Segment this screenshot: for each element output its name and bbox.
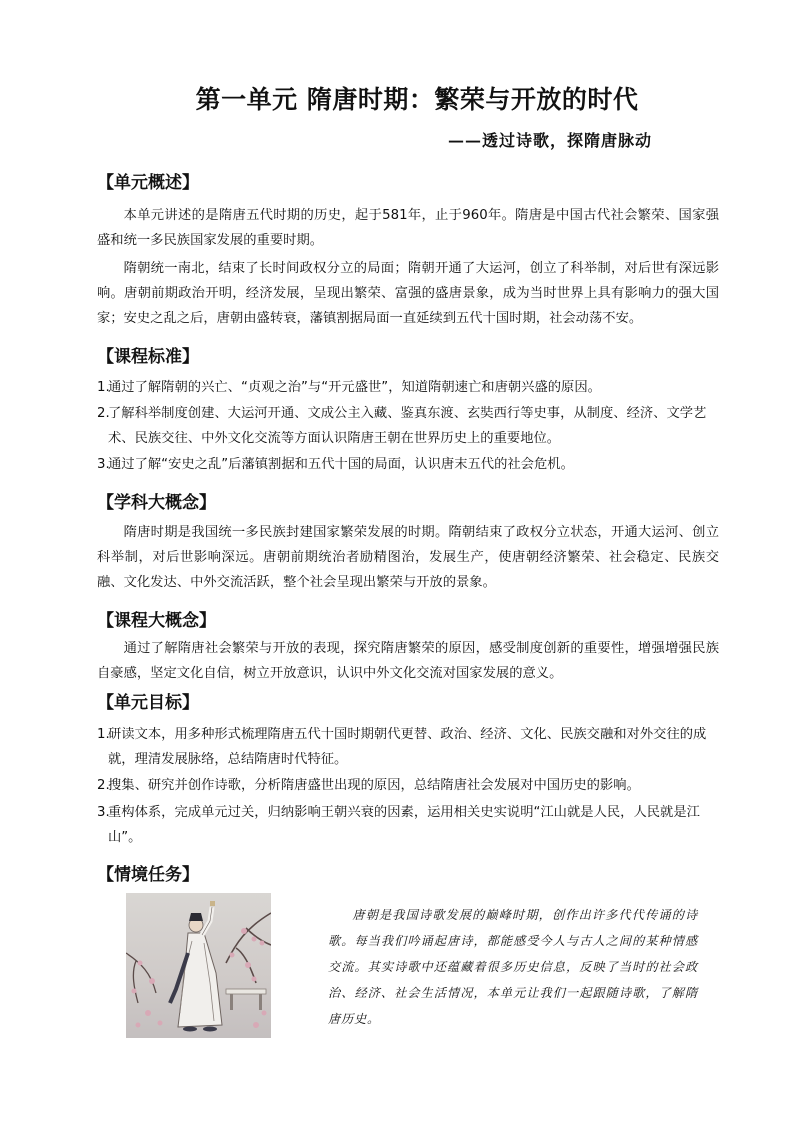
list-number: 2. (97, 406, 110, 421)
page-title: 第一单元 隋唐时期：繁荣与开放的时代 (195, 85, 639, 114)
goals-item-3 (97, 800, 719, 850)
list-text: 搜集、研究并创作诗歌，分析隋唐盛世出现的原因，总结隋唐社会发展对中国历史的影响。 (108, 778, 640, 793)
list-text: 了解科举制度创建、大运河开通、文成公主入藏、鉴真东渡、玄奘西行等史事，从制度、经济、文学艺术、民族交往、中外文化交流等方面认识隋唐王朝在世界历史上的重要地位。 (108, 406, 707, 446)
overview-paragraph-1: 本单元讲述的是隋唐五代时期的历史，起于581年，止于960年。隋唐是中国古代社会繁荣、国家强盛和统一多民族国家发展的重要时期。 (97, 208, 719, 248)
section-heading-standards: 【课程标准】 (97, 347, 199, 367)
list-number: 1. (97, 727, 110, 742)
list-text: 重构体系，完成单元过关，归纳影响王朝兴衰的因素，运用相关史实说明“江山就是人民，人民就是江山”。 (108, 805, 700, 845)
course-concept-paragraph: 通过了解隋唐社会繁荣与开放的表现，探究隋唐繁荣的原因，感受制度创新的重要性，增强增强民族自豪感，坚定文化自信，树立开放意识，认识中外文化交流对国家发展的意义。 (97, 641, 719, 681)
overview-paragraph-2: 隋朝统一南北，结束了长时间政权分立的局面；隋朝开通了大运河，创立了科举制，对后世有深远影响。唐朝前期政治开明，经济发展，呈现出繁荣、富强的盛唐景象，成为当时世界上具有影响力的强大国家；安史之乱之后，唐朝由盛转衰，藩镇割据局面一直延续到五代十国时期，社会动荡不安。 (97, 261, 719, 326)
scenario-paragraph: 唐朝是我国诗歌发展的巅峰时期，创作出许多代代传诵的诗歌。每当我们吟诵起唐诗，都能感受今人与古人之间的某种情感交流。其实诗歌中还蕴藏着很多历史信息，反映了当时的社会政治、经济、社会生活情况，本单元让我们一起跟随诗歌，了解隋唐历史。 (328, 908, 698, 1026)
section-heading-scenario: 【情境任务】 (97, 865, 199, 885)
section-heading-course-concept: 【课程大概念】 (97, 611, 216, 631)
standards-item-3 (97, 452, 719, 477)
list-text: 通过了解隋朝的兴亡、“贞观之治”与“开元盛世”，知道隋朝速亡和唐朝兴盛的原因。 (108, 380, 601, 395)
standards-item-1 (97, 375, 719, 400)
poet-illustration (126, 893, 271, 1038)
standards-item-2 (97, 401, 719, 451)
list-number: 1. (97, 380, 110, 395)
section-heading-overview: 【单元概述】 (97, 173, 199, 193)
list-text: 通过了解“安史之乱”后藩镇割据和五代十国的局面，认识唐末五代的社会危机。 (108, 457, 574, 472)
list-number: 3. (97, 805, 110, 820)
page-subtitle: ——透过诗歌，探隋唐脉动 (447, 131, 652, 150)
section-heading-goals: 【单元目标】 (97, 693, 199, 713)
poet-painting-image (126, 893, 271, 1038)
section-heading-subject-concept: 【学科大概念】 (97, 493, 216, 513)
subject-concept-paragraph: 隋唐时期是我国统一多民族封建国家繁荣发展的时期。隋朝结束了政权分立状态，开通大运河、创立科举制，对后世影响深远。唐朝前期统治者励精图治，发展生产，使唐朝经济繁荣、社会稳定、民族交融、文化发达、中外交流活跃，整个社会呈现出繁荣与开放的景象。 (97, 525, 719, 590)
goals-item-2 (97, 773, 719, 798)
list-number: 2. (97, 778, 110, 793)
list-number: 3. (97, 457, 110, 472)
goals-item-1 (97, 722, 719, 772)
list-text: 研读文本，用多种形式梳理隋唐五代十国时期朝代更替、政治、经济、文化、民族交融和对外交往的成就，理清发展脉络，总结隋唐时代特征。 (108, 727, 707, 767)
